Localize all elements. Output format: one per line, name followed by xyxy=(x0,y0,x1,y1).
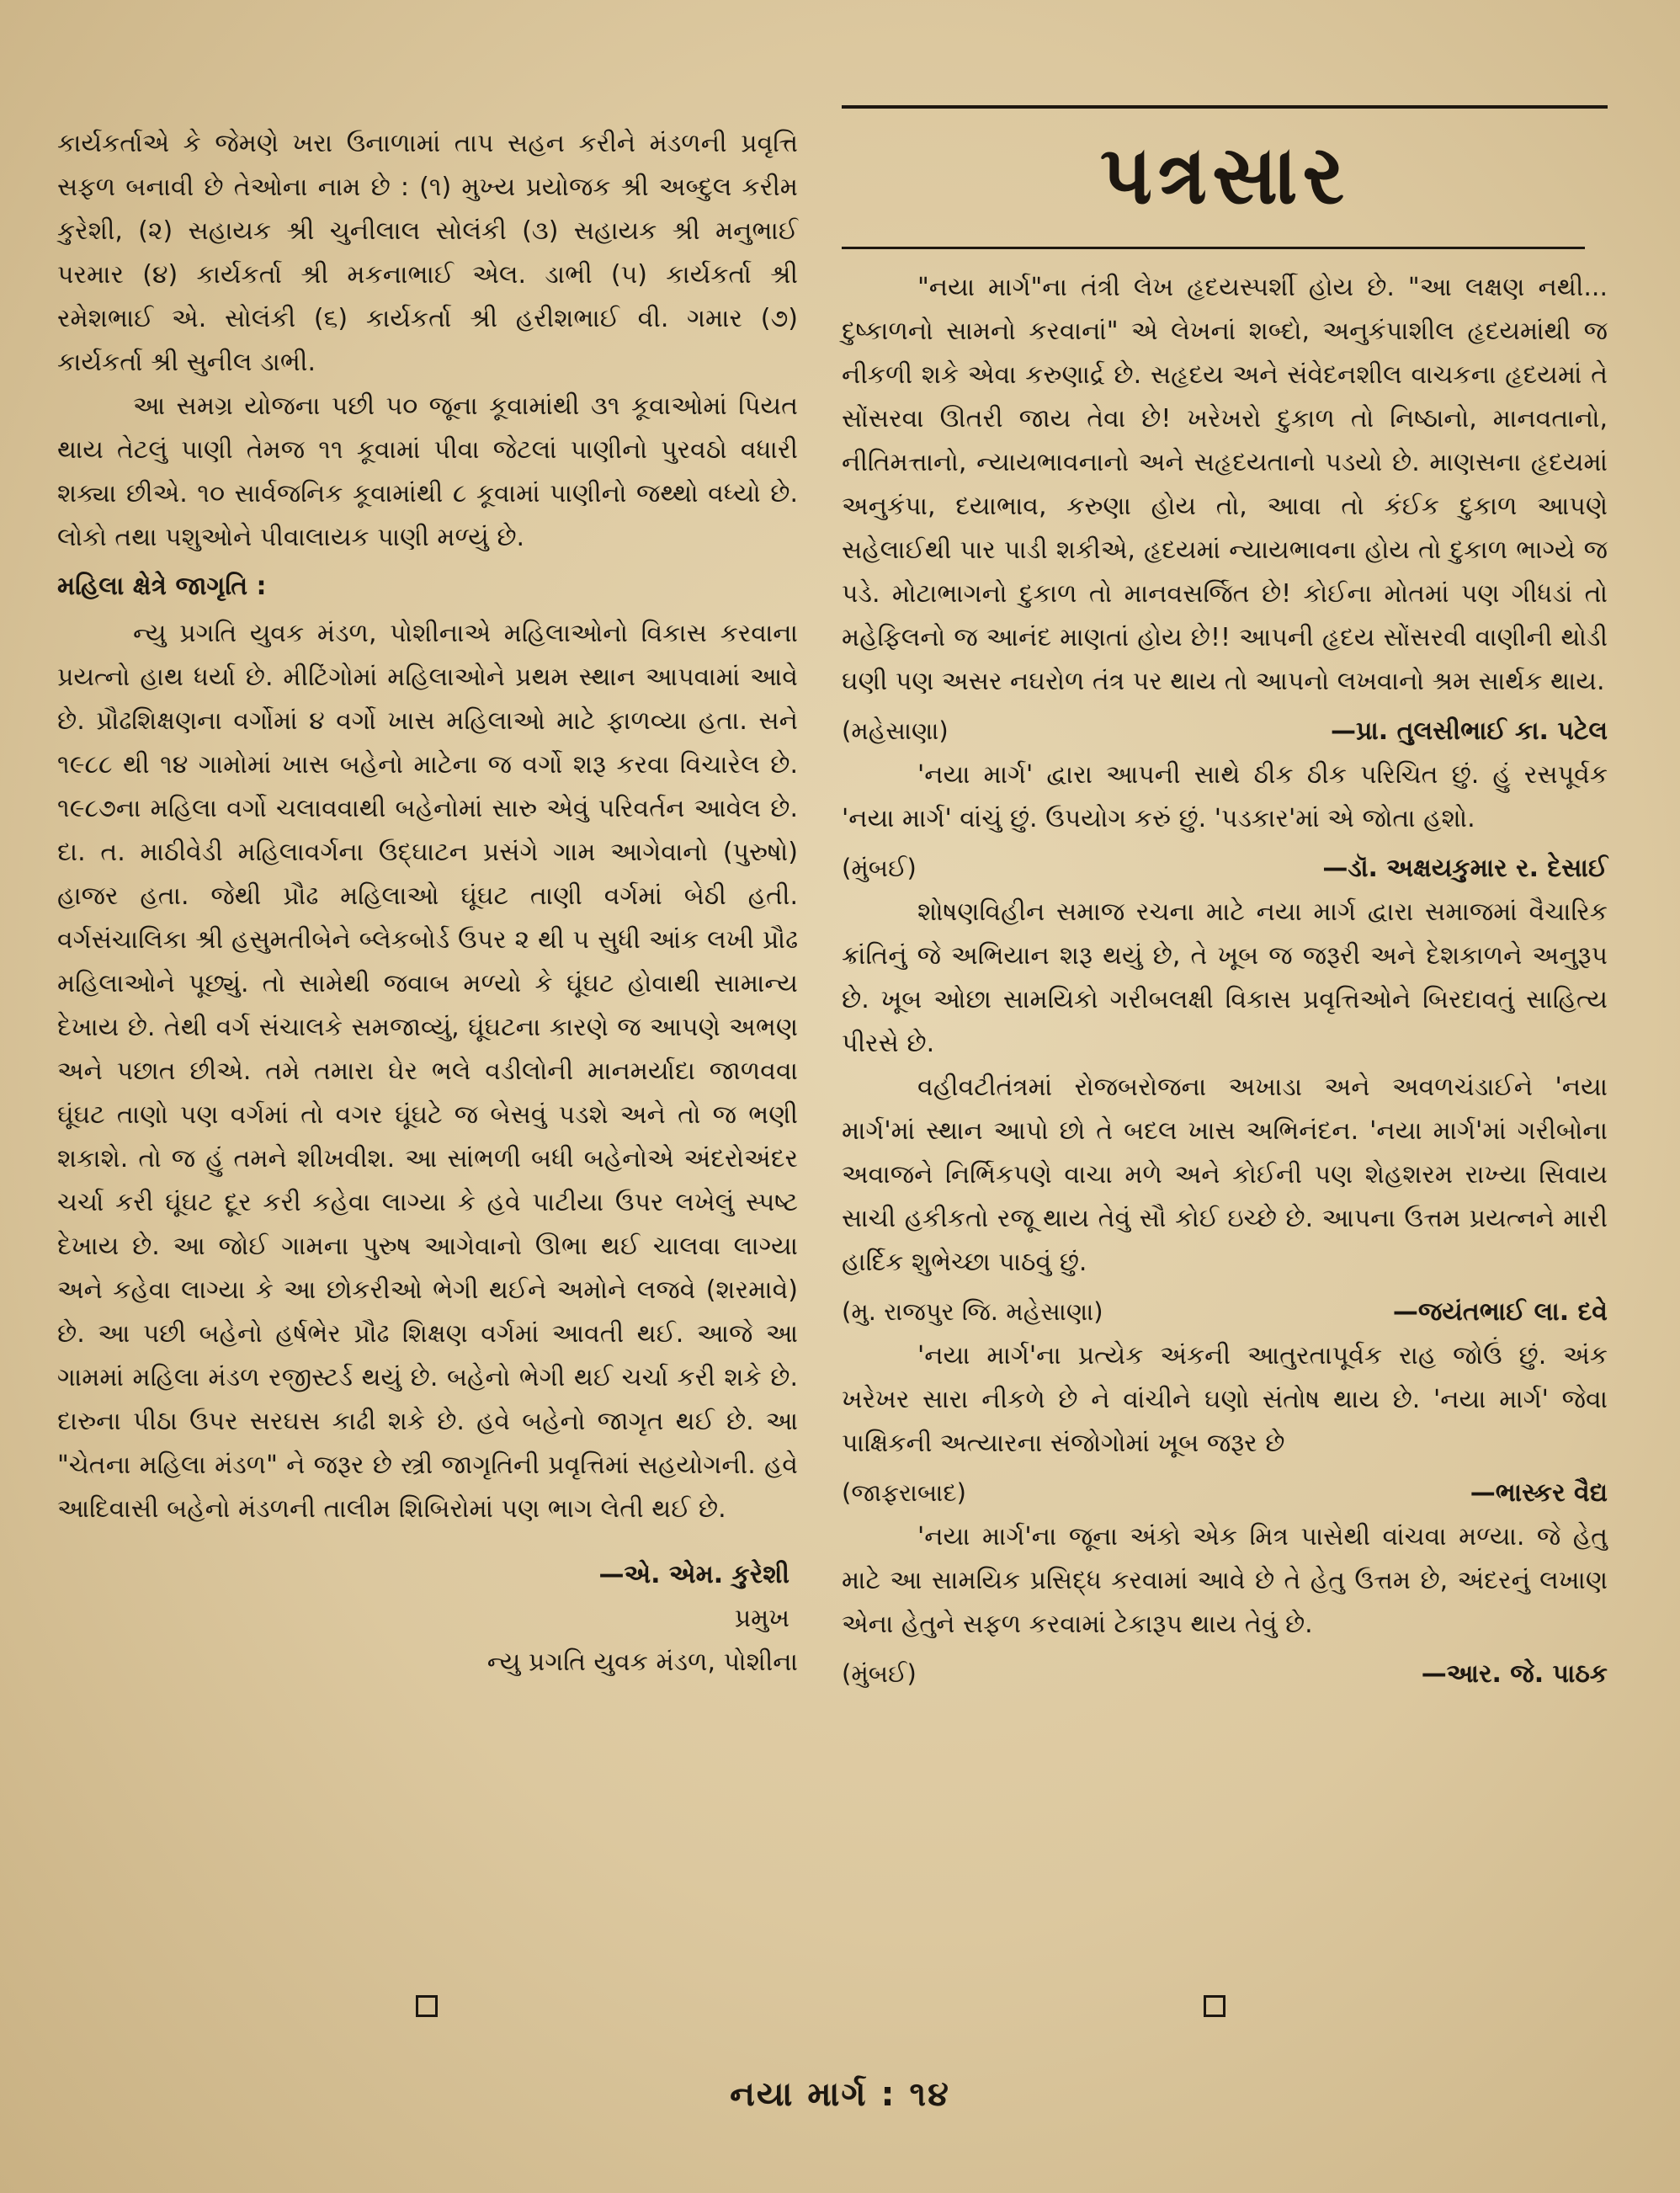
page-footer: નયા માર્ગ : ૧૪ xyxy=(730,2075,950,2114)
letter-3-text-a: શોષણવિહીન સમાજ રચના માટે નયા માર્ગ દ્વારા સમાજમાં વૈચારિક ક્રાંતિનું જે અભિયાન શરૂ થયું છે, તે ખૂબ જ જરૂરી અને દેશકાળને અનુરૂપ છે. ખૂબ ઓછા સામયિકો ગરીબલક્ષી વિકાસ પ્રવૃત્તિઓને બિરદાવતું સાહિત્ય પીરસે છે. xyxy=(842,897,1608,1058)
letter-4 xyxy=(842,1334,1608,1515)
letter-1 xyxy=(842,266,1608,753)
letter-5 xyxy=(842,1515,1608,1696)
letter-4-place: (જાફરાબાદ) xyxy=(842,1478,966,1507)
left-para-3: ન્યુ પ્રગતિ યુવક મંડળ, પોશીનાએ મહિલાઓનો વિકાસ કરવાના પ્રયત્નો હાથ ધર્યા છે. મીટિંગોમાં મહિલાઓને પ્રથમ સ્થાન આપવામાં આવે છે. પ્રૌઢશિક્ષણના વર્ગોમાં ૪ વર્ગો ખાસ મહિલાઓ માટે ફાળવ્યા હતા. સને ૧૯૮૮ થી ૧૪ ગામોમાં ખાસ બહેનો માટેના જ વર્ગો શરૂ કરવા વિચારેલ છે. ૧૯૮૭ના મહિલા વર્ગો ચલાવવાથી બહેનોમાં સારુ એવું પરિવર્તન આવેલ છે. દા. ત. માઠીવેડી મહિલાવર્ગના ઉદ્ઘાટન પ્રસંગે ગામ આગેવાનો (પુરુષો) હાજર હતા. જેથી પ્રૌઢ મહિલાઓ ઘૂંઘટ તાણી વર્ગમાં બેઠી હતી. વર્ગસંચાલિકા શ્રી હસુમતીબેને બ્લેકબોર્ડ ઉપર ૨ થી ૫ સુધી આંક લખી પ્રૌઢ મહિલાઓને પૂછ્યું. તો સામેથી જવાબ મળ્યો કે ઘૂંઘટ હોવાથી સામાન્ય દેખાય છે. તેથી વર્ગ સંચાલકે સમજાવ્યું, ઘૂંઘટના કારણે જ આપણે અભણ અને પછાત છીએ. તમે તમારા ઘેર ભલે વડીલોની માનમર્યાદા જાળવવા ઘૂંઘટ તાણો પણ વર્ગમાં તો વગર ઘૂંઘટે જ બેસવું પડશે અને તો જ ભણી શકાશે. તો જ હું તમને શીખવીશ. આ સાંભળી બધી બહેનોએ અંદરોઅંદર ચર્ચા કરી ઘૂંઘટ દૂર કરી કહેવા લાગ્યા કે હવે પાટીયા ઉપર લખેલું સ્પષ્ટ દેખાય છે. આ જોઈ ગામના પુરુષ આગેવાનો ઊભા થઈ ચાલવા લાગ્યા અને કહેવા લાગ્યા કે આ છોકરીઓ ભેગી થઈને અમોને લજવે (શરમાવે) છે. આ પછી બહેનો હર્ષભેર પ્રૌઢ શિક્ષણ વર્ગમાં આવતી થઈ. આજે આ ગામમાં મહિલા મંડળ રજીસ્ટર્ડ થયું છે. બહેનો ભેગી થઈ ચર્ચા કરી શકે છે. દારુના પીઠા ઉપર સરઘસ કાઢી શકે છે. હવે બહેનો જાગૃત થઈ છે. આ "ચેતના મહિલા મંડળ" ને જરૂર છે સ્ત્રી જાગૃતિની પ્રવૃત્તિમાં સહયોગની. હવે આદિવાસી બહેનો મંડળની તાલીમ શિબિરોમાં પણ ભાગ લેતી થઈ છે. xyxy=(57,619,798,1524)
left-para-2: આ સમગ્ર યોજના પછી ૫૦ જૂના કૂવામાંથી ૩૧ કૂવાઓમાં પિયત થાય તેટલું પાણી તેમજ ૧૧ કૂવામાં પીવા જેટલાં પાણીનો પુરવઠો વધારી શક્યા છીએ. ૧૦ સાર્વજનિક કૂવામાંથી ૮ કૂવામાં પાણીનો જથ્થો વધ્યો છે. લોકો તથા પશુઓને પીવાલાયક પાણી મળ્યું છે. xyxy=(57,391,798,552)
letter-2-text: 'નયા માર્ગ' દ્વારા આપની સાથે ઠીક ઠીક પરિચિત છું. હું રસપૂર્વક 'નયા માર્ગ' વાંચું છું. ઉપયોગ કરું છું. 'પડકાર'માં એ જોતા હશો. xyxy=(842,760,1608,833)
right-column xyxy=(842,105,1608,1696)
letter-4-signature-line xyxy=(842,1471,1608,1515)
letter-5-author: —આર. જે. પાઠક xyxy=(1421,1659,1608,1689)
letter-1-text: "નયા માર્ગ"ના તંત્રી લેખ હૃદયસ્પર્શી હોય છે. "આ લક્ષણ નથી... દુષ્કાળનો સામનો કરવાનાં" એ લેખનાં શબ્દો, અનુકંપાશીલ હૃદયમાંથી જ નીકળી શકે એવા કરુણાર્દ્ર છે. સહૃદય અને સંવેદનશીલ વાચકના હૃદયમાં તે સોંસરવા ઊતરી જાય તેવા છે! ખરેખરો દુકાળ તો નિષ્ઠાનો, માનવતાનો, નીતિમત્તાનો, ન્યાયભાવનાનો અને સહૃદયતાનો પડયો છે. માણસના હૃદયમાં અનુકંપા, દયાભાવ, કરુણા હોય તો, આવા તો કંઈક દુકાળ આપણે સહેલાઈથી પાર પાડી શકીએ, હૃદયમાં ન્યાયભાવના હોય તો દુકાળ ભાગ્યે જ પડે. મોટાભાગનો દુકાળ તો માનવસર્જિત છે! કોઈના મોતમાં પણ ગીધડાં તો મહેફિલનો જ આનંદ માણતાં હોય છે!! આપની હૃદય સોંસરવી વાણીની થોડી ઘણી પણ અસર નઘરોળ તંત્ર પર થાય તો આપનો લખવાનો શ્રમ સાર્થક થાય. xyxy=(842,273,1608,696)
letter-3-signature-line xyxy=(842,1290,1608,1334)
letter-4-author: —ભાસ્કર વૈદ્ય xyxy=(1470,1478,1608,1508)
title-bottom-rule xyxy=(842,247,1585,249)
letter-3-place: (મુ. રાજપુર જિ. મહેસાણા) xyxy=(842,1297,1103,1326)
letter-5-text: 'નયા માર્ગ'ના જૂના અંકો એક મિત્ર પાસેથી વાંચવા મળ્યા. જે હેતુ માટે આ સામયિક પ્રસિદ્ધ કરવામાં આવે છે તે હેતુ ઉત્તમ છે, અંદરનું લખાણ એના હેતુને સફળ કરવામાં ટેકારૂપ થાય તેવું છે. xyxy=(842,1522,1608,1639)
letter-3-author: —જયંતભાઈ લા. દવે xyxy=(1392,1297,1608,1327)
letter-1-place: (મહેસાણા) xyxy=(842,716,949,745)
author-organization: ન્યુ પ્રગતિ યુવક મંડળ, પોશીના xyxy=(486,1647,798,1677)
letter-5-place: (મુંબઈ) xyxy=(842,1659,917,1688)
letter-1-author: —પ્રા. તુલસીભાઈ કા. પટેલ xyxy=(1330,716,1608,746)
end-mark-left xyxy=(416,1995,438,2017)
letter-4-text: 'નયા માર્ગ'ના પ્રત્યેક અંકની આતુરતાપૂર્વક રાહ જોઉં છું. અંક ખરેખર સારા નીકળે છે ને વાંચીને ઘણો સંતોષ થાય છે. 'નયા માર્ગ' જેવા પાક્ષિકની અત્યારના સંજોગોમાં ખૂબ જરૂર છે xyxy=(842,1341,1608,1458)
letter-2-signature-line xyxy=(842,846,1608,891)
letter-2-author: —ડૉ. અક્ષયકુમાર ર. દેસાઈ xyxy=(1322,854,1608,883)
letter-3-text-b: વહીવટીતંત્રમાં રોજબરોજના અખાડા અને અવળચંડાઈને 'નયા માર્ગ'માં સ્થાન આપો છો તે બદલ ખાસ અભિનંદન. 'નયા માર્ગ'માં ગરીબોના અવાજને નિર્ભિકપણે વાચા મળે અને કોઈની પણ શેહશરમ રાખ્યા સિવાય સાચી હકીકતો રજૂ થાય તેવું સૌ કોઈ ઇચ્છે છે. આપના ઉત્તમ પ્રયત્નને મારી હાર્દિક શુભેચ્છા પાઠવું છું. xyxy=(842,1073,1608,1277)
section-title: પત્રસાર xyxy=(1099,127,1350,222)
letter-3 xyxy=(842,891,1608,1334)
left-column xyxy=(57,122,798,1685)
letter-5-signature-line xyxy=(842,1652,1608,1696)
author-signature: —એ. એમ. કુરેશી xyxy=(598,1560,789,1589)
author-designation: પ્રમુખ xyxy=(734,1604,789,1633)
left-para-1: કાર્યકર્તાએ કે જેમણે ખરા ઉનાળામાં તાપ સહન કરીને મંડળની પ્રવૃત્તિ સફળ બનાવી છે તેઓના નામ છે : (૧) મુખ્ય પ્રયોજક શ્રી અબ્દુલ કરીમ કુરેશી, (૨) સહાયક શ્રી ચુનીલાલ સોલંકી (૩) સહાયક શ્રી મનુભાઈ પરમાર (૪) કાર્યકર્તા શ્રી મકનાભાઈ એલ. ડાભી (૫) કાર્યકર્તા શ્રી રમેશભાઈ એ. સોલંકી (૬) કાર્યકર્તા શ્રી હરીશભાઈ વી. ગમાર (૭) કાર્યકર્તા શ્રી સુનીલ ડાભી. xyxy=(57,129,798,377)
letter-2 xyxy=(842,753,1608,891)
letter-1-signature-line xyxy=(842,709,1608,753)
end-mark-right xyxy=(1204,1995,1225,2017)
letter-2-place: (મુંબઈ) xyxy=(842,854,917,882)
section-heading: મહિલા ક્ષેત્રે જાગૃતિ : xyxy=(57,572,267,601)
